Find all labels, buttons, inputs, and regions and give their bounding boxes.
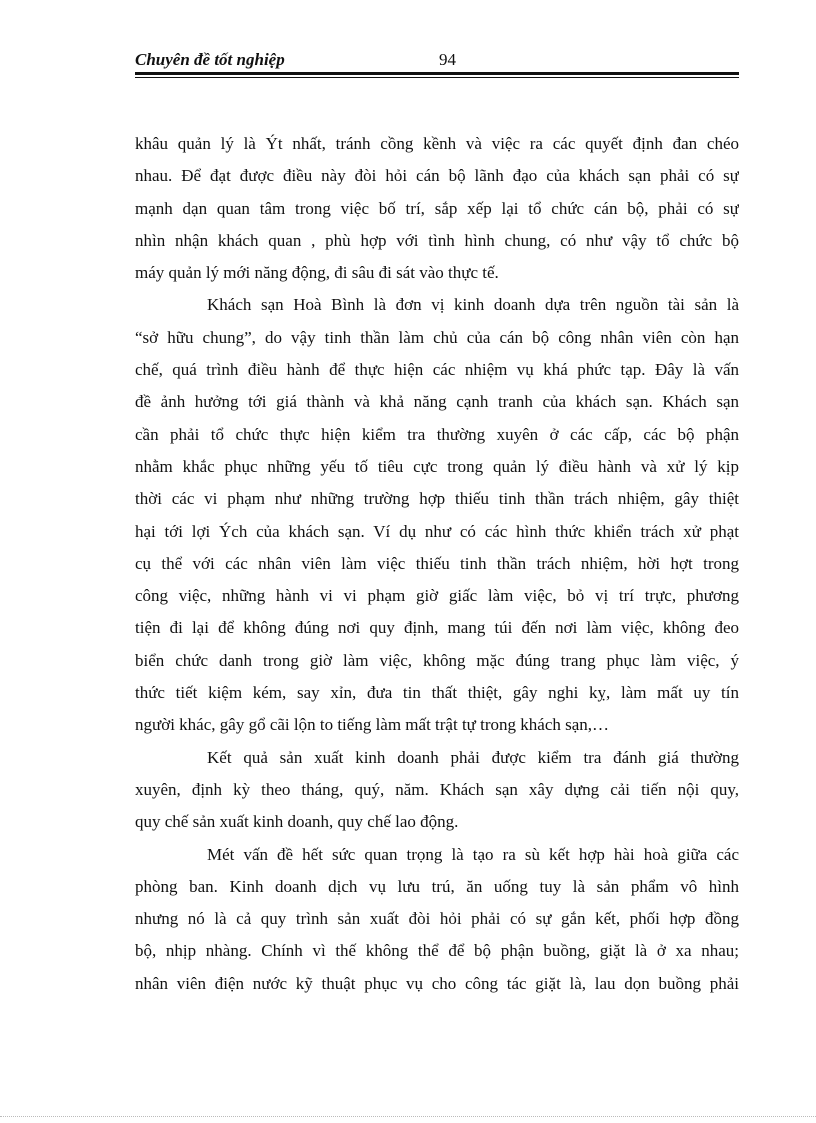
text-line: tiện đi lại để không đúng nơi quy định, mang túi đến nơi làm việc, không đeo: [135, 618, 739, 638]
text-line: nhau. Để đạt được điều này đòi hỏi cán bộ lãnh đạo của khách sạn phải có sự: [135, 166, 739, 186]
page-header: [135, 50, 739, 70]
text-line: nhìn nhận khách quan , phù hợp với tình hình chung, có như vậy tổ chức bộ: [135, 230, 739, 250]
header-rule-thick: [135, 72, 739, 75]
body-text: [135, 128, 739, 1000]
text-line: nhân viên điện nước kỹ thuật phục vụ cho công tác giặt là, lau dọn buồng phải: [135, 973, 739, 993]
text-line: công việc, những hành vi vi phạm giờ giấc làm việc, bỏ vị trí trực, phương: [135, 586, 739, 606]
text-line: khâu quản lý là Ýt nhất, tránh cồng kềnh và việc ra các quyết định đan chéo: [135, 134, 739, 153]
text-line: phòng ban. Kinh doanh dịch vụ lưu trú, ăn uống tuy là sản phẩm vô hình: [135, 876, 739, 896]
text-line: Kết quả sản xuất kinh doanh phải được kiểm tra đánh giá thường: [207, 747, 739, 767]
text-line: thời các vi phạm như những trường hợp thiếu tinh thần trách nhiệm, gây thiệt: [135, 489, 739, 509]
text-line: cần phải tổ chức thực hiện kiểm tra thường xuyên ở các cấp, các bộ phận: [135, 424, 739, 444]
page-edge-dotted-line: [0, 1116, 816, 1117]
text-line: Mét vấn đề hết sức quan trọng là tạo ra sù kết hợp hài hoà giữa các: [207, 844, 739, 864]
text-line: nhưng nó là cả quy trình sản xuất đòi hỏi phải có sự gắn kết, phối hợp đồng: [135, 909, 739, 929]
text-line: đề ảnh hưởng tới giá thành và khả năng cạnh tranh của khách sạn. Khách sạn: [135, 392, 739, 412]
text-line: máy quản lý mới năng động, đi sâu đi sát vào thực tế.: [135, 263, 499, 283]
page-number: 94: [439, 50, 456, 69]
text-line: chế, quá trình điều hành để thực hiện các nhiệm vụ khá phức tạp. Đây là vấn: [135, 360, 739, 380]
text-line: “sở hữu chung”, do vậy tinh thần làm chủ của cán bộ công nhân viên còn hạn: [135, 327, 739, 347]
text-line: cụ thể với các nhân viên làm việc thiếu tinh thần trách nhiệm, hời hợt trong: [135, 553, 739, 573]
text-line: nhằm khắc phục những yếu tố tiêu cực trong quản lý điều hành và xử lý kịp: [135, 456, 739, 476]
header-rule-thin: [135, 77, 739, 78]
text-line: người khác, gây gổ cãi lộn to tiếng làm mất trật tự trong khách sạn,…: [135, 715, 610, 735]
text-line: mạnh dạn quan tâm trong việc bố trí, sắp xếp lại tổ chức cán bộ, phải có sự: [135, 198, 739, 218]
text-line: hại tới lợi Ých của khách sạn. Ví dụ như có các hình thức khiển trách xử phạt: [135, 521, 739, 541]
text-line: quy chế sản xuất kinh doanh, quy chế lao động.: [135, 812, 459, 832]
text-line: thức tiết kiệm kém, say xỉn, đưa tin thất thiệt, gây nghi kỵ, làm mất uy tín: [135, 683, 739, 703]
header-title: Chuyên đề tốt nghiệp: [135, 50, 285, 69]
text-line: xuyên, định kỳ theo tháng, quý, năm. Khách sạn xây dựng cải tiến nội quy,: [135, 779, 739, 799]
text-line: biển chức danh trong giờ làm việc, không mặc đúng trang phục làm việc, ý: [135, 650, 739, 670]
text-line: Khách sạn Hoà Bình là đơn vị kinh doanh dựa trên nguồn tài sản là: [207, 295, 739, 315]
text-line: bộ, nhịp nhàng. Chính vì thế không thể để bộ phận buồng, giặt là ở xa nhau;: [135, 941, 739, 961]
